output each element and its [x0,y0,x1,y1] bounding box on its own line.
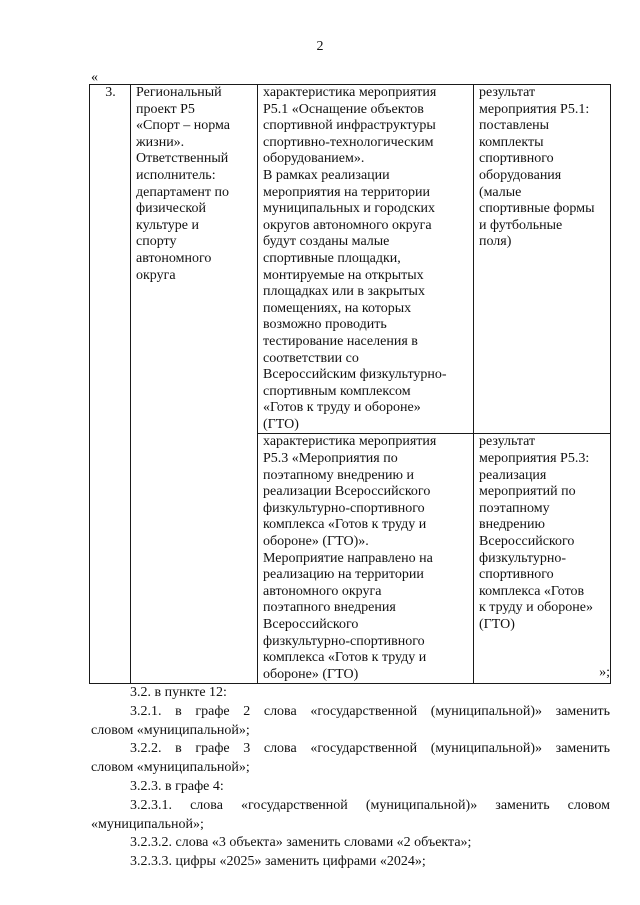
text-line: автономного [136,250,212,266]
text-line: реализации Всероссийского [263,484,431,500]
text-line: площадках или в закрытых [263,284,425,300]
text-line: комплекса «Готов к труду и [263,650,427,666]
amendment-line: 3.2. в пункте 12: [130,685,227,700]
text-line: мероприятия Р5.1: [479,101,590,117]
text-line: тестирование населения в [263,333,418,349]
result-text [479,85,606,251]
text-line: Всероссийским физкультурно- [263,367,447,383]
text-line: мероприятия Р5.3: [479,451,590,467]
text-line: физкультурно-спортивного [263,500,425,516]
amendment-line: 3.2.3.1. слова «государственной (муниципальной)» заменить словом [130,797,610,813]
text-line: Всероссийского [263,617,359,632]
row-number: 3. [105,85,116,100]
project-text [136,85,253,284]
text-line: к труду и обороне» [479,600,593,616]
text-line: возможно проводить [263,317,387,333]
text-line: Всероссийского [479,534,575,550]
text-line: реализацию на территории [263,567,424,583]
amendment-line: 3.2.2. в графе 3 слова «государственной (муниципальной)» заменить [130,741,610,757]
text-line: поэтапному внедрению и [263,467,414,483]
text-line: «Спорт – норма [136,118,231,134]
amendment-line: 3.2.3. в графе 4: [130,778,224,794]
text-line: комплекты [479,134,544,150]
text-line: спорту [136,234,177,250]
text-line: департамент по [136,184,230,200]
result-text [479,434,606,633]
text-line: жизни». [136,134,185,150]
characteristic-cell [258,85,474,434]
page-number: 2 [316,39,324,54]
text-line: спортивной инфраструктуры [263,118,436,134]
text-line: поля) [479,234,512,250]
text-line: округа [136,267,176,283]
text-line: оборудования [479,167,562,183]
opening-quote-mark: « [91,70,98,85]
text-line: Р5.1 «Оснащение объектов [263,101,424,117]
text-line: культуре и [136,217,199,233]
amendment-line: «муниципальной»; [91,816,204,832]
result-cell [474,434,611,684]
text-line: мероприятия на территории [263,184,430,200]
text-line: физкультурно-спортивного [263,633,425,649]
text-line: автономного округа [263,583,382,599]
text-line: комплекса «Готов [479,583,585,599]
text-line: и футбольные [479,217,563,233]
text-line: проект Р5 [136,101,195,117]
text-line: поэтапного внедрения [263,600,396,616]
text-line: результат [479,85,536,100]
text-line: физкультурно- [479,550,567,566]
text-line: внедрению [479,517,545,533]
text-line: спортивного [479,567,554,583]
project-cell [131,85,258,684]
row-number-cell [90,85,131,684]
text-line: Мероприятие направлено на [263,550,433,566]
amendments-list [91,684,610,872]
text-line: обороне» (ГТО) [263,666,359,682]
text-line: физической [136,201,206,217]
text-line: характеристика мероприятия [263,85,437,100]
text-line: будут созданы малые [263,234,390,250]
amendment-line: словом «муниципальной»; [91,722,250,738]
text-line: спортивного [479,151,554,167]
text-line: реализация [479,467,547,483]
text-line: соответствии со [263,350,359,366]
text-line: характеристика мероприятия [263,434,437,450]
text-line: результат [479,434,536,450]
characteristic-text [263,434,469,683]
characteristic-cell [258,434,474,684]
text-line: комплекса «Готов к труду и [263,517,427,533]
text-line: Региональный [136,85,222,100]
text-line: (ГТО) [263,416,299,432]
text-line: спортивно-технологическим [263,134,434,150]
text-line: оборудованием». [263,151,365,167]
text-line: обороне» (ГТО)». [263,534,369,550]
closing-quote-mark: »; [599,665,610,680]
text-line: округов автономного округа [263,217,432,233]
projects-table [89,84,611,684]
characteristic-text [263,85,469,433]
text-line: Ответственный [136,151,229,167]
text-line: поставлены [479,118,550,134]
text-line: помещениях, на которых [263,300,412,316]
amendment-line: 3.2.1. в графе 2 слова «государственной (муниципальной)» заменить [130,703,610,719]
text-line: В рамках реализации [263,167,390,183]
result-cell [474,85,611,434]
text-line: монтируемые на открытых [263,267,424,283]
text-line: (ГТО) [479,617,515,632]
table-row [90,85,611,434]
text-line: спортивные площадки, [263,250,401,266]
text-line: Р5.3 «Мероприятия по [263,451,398,467]
text-line: спортивным комплексом [263,383,411,399]
text-line: мероприятий по [479,484,576,500]
text-line: поэтапному [479,500,550,516]
text-line: исполнитель: [136,167,216,183]
amendment-line: словом «муниципальной»; [91,760,250,776]
text-line: (малые [479,184,522,200]
text-line: муниципальных и городских [263,201,436,217]
amendment-line: 3.2.3.3. цифры «2025» заменить цифрами «2024»; [130,854,426,870]
amendment-line: 3.2.3.2. слова «3 объекта» заменить словами «2 объекта»; [130,835,472,851]
text-line: «Готов к труду и обороне» [263,400,421,416]
text-line: спортивные формы [479,201,595,217]
